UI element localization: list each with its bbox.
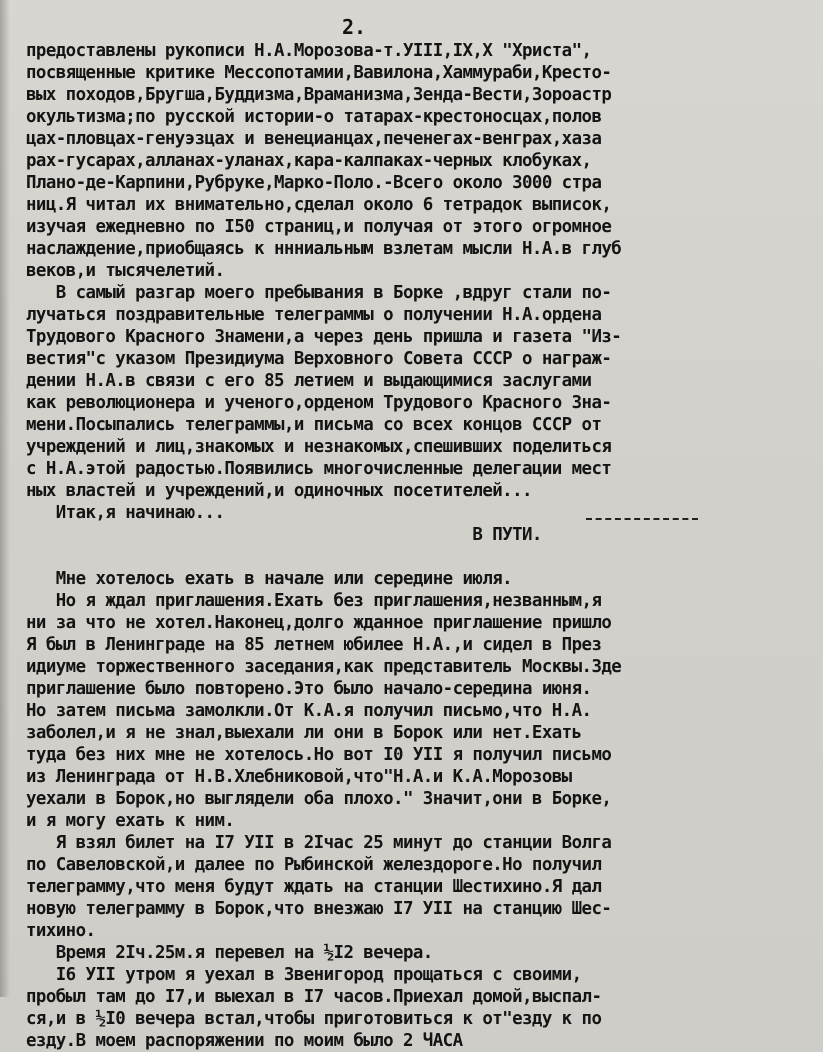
text-line: окультизма;по русской истории-о татарах-крестоносцах,полов [26,107,602,127]
text-line: изучая ежедневно по I50 страниц,и получая от этого огромное [26,217,612,237]
text-line: Я был в Ленинграде на 85 летнем юбилее Н.А.,и сидел в През [26,635,602,655]
text-line: предоставлены рукописи Н.А.Морозова-т.УIII,IX,X "Христа", [26,41,592,61]
text-line: новую телеграмму в Борок,что внезжаю I7 УII на станцию Шес- [26,899,612,919]
text-line: Итак,я начинаю... [26,503,225,523]
text-line: В ПУТИ. [26,525,542,545]
text-line: В самый разгар моего пребывания в Борке ,вдруг стали по- [26,283,612,303]
text-line: вых походов,Бругша,Буддизма,Враманизма,Зенда-Вести,Зороастр [26,85,612,105]
text-line: Трудового Красного Знамени,а через день пришла и газета "Из- [26,327,622,347]
text-line: и я могу ехать к ним. [26,811,235,831]
text-line: наслаждение,приобщаясь к ннниальным взлетам мысли Н.А.в глуб [26,239,622,259]
text-line: вестия"с указом Президиума Верховного Совета СССР о награж- [26,349,612,369]
text-line: учреждений и лиц,знакомых и незнакомых,спешивших поделиться [26,437,612,457]
page-number: 2. [342,15,367,39]
text-line: телеграмму,что меня будут ждать на станции Шестихино.Я дал [26,877,602,897]
text-line: рах-гусарах,алланах-уланах,кара-калпаках-черных клобуках, [26,151,592,171]
text-line: дении Н.А.в связи с его 85 летием и выдающимися заслугами [26,371,592,391]
text-line: ниц.Я читал их внимательно,сделал около 6 тетрадок выписок, [26,195,612,215]
page-edge-shadow [0,0,10,997]
text-line: ных властей и учреждений,и одиночных посетителей... [26,481,532,501]
text-line: Время 2Iч.25м.я перевел на ½I2 вечера. [26,943,433,963]
text-line: ся,и в ½I0 вечера встал,чтобы приготовиться к от"езду к по [26,1009,602,1029]
text-line: Но затем письма замолкли.От К.А.я получил письмо,что Н.А. [26,701,592,721]
text-line: из Ленинграда от Н.В.Хлебниковой,что"Н.А.и К.А.Морозовы [26,767,572,787]
text-line: цах-пловцах-генуэзцах и венецианцах,печенегах-венграх,хаза [26,129,602,149]
text-line [26,546,816,568]
text-line: лучаться поздравительные телеграммы о получении Н.А.ордена [26,305,602,325]
text-line: мени.Посыпались телеграммы,и письма со всех концов СССР от [26,415,602,435]
text-line: I6 УII утром я уехал в Звенигород прощаться с своими, [26,965,582,985]
text-line: веков,и тысячелетий. [26,261,225,281]
text-line: тихино. [26,921,96,941]
heading-underline [586,518,698,520]
text-line: как революционера и ученого,орденом Трудового Красного Зна- [26,393,612,413]
text-line: езду.В моем распоряжении по моим было 2 ЧАСА [26,1031,463,1051]
text-line: уехали в Борок,но выглядели оба плохо." Значит,они в Борке, [26,789,612,809]
text-line: пробыл там до I7,и выехал в I7 часов.Приехал домой,выспал- [26,987,602,1007]
text-line: идиуме торжественного заседания,как представитель Москвы.Зде [26,657,622,677]
text-line: с Н.А.этой радостью.Появились многочисленные делегации мест [26,459,612,479]
text-line: заболел,и я не знал,выехали ли они в Борок или нет.Ехать [26,723,582,743]
text-line: Мне хотелось ехать в начале или середине июля. [26,569,513,589]
typewritten-text [26,40,816,1052]
text-line: по Савеловской,и далее по Рыбинской желездороге.Но получил [26,855,602,875]
text-line: Плано-де-Карпини,Рубруке,Марко-Поло.-Всего около 3000 стра [26,173,602,193]
text-line: ни за что не хотел.Наконец,долго жданное приглашение пришло [26,613,612,633]
text-line: Я взял билет на I7 УII в 2Iчас 25 минут до станции Волга [26,833,612,853]
text-line: посвященные критике Мессопотамии,Вавилона,Хаммураби,Кресто- [26,63,612,83]
text-line: туда без них мне не хотелось.Но вот I0 УII я получил письмо [26,745,612,765]
text-line: приглашение было повторено.Это было начало-середина июня. [26,679,592,699]
text-line: Но я ждал приглашения.Ехать без приглашения,незванным,я [26,591,602,611]
